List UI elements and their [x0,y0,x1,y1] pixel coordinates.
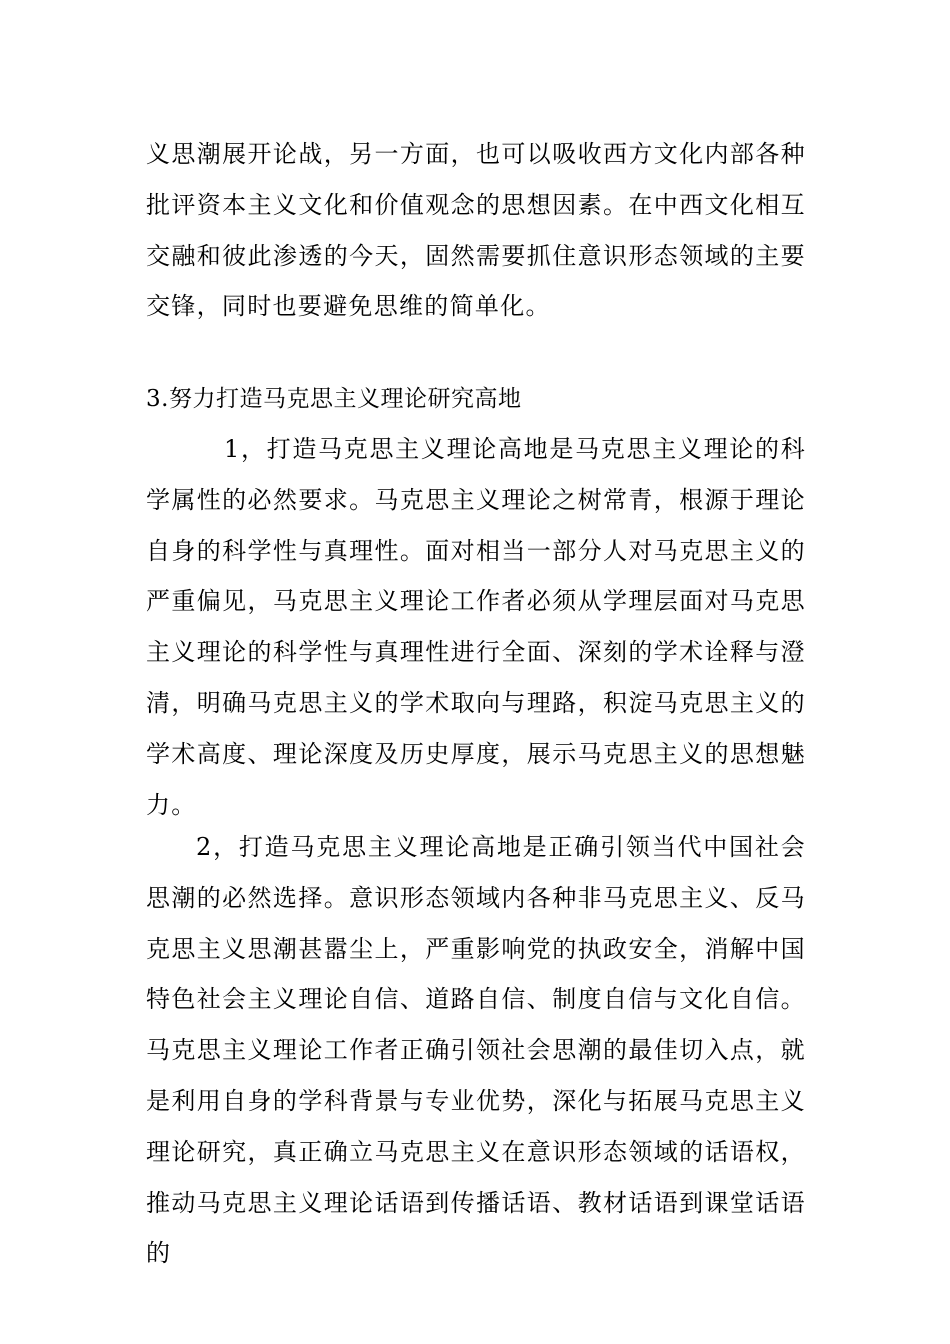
paragraph-point-1: 1，打造马克思主义理论高地是马克思主义理论的科学属性的必然要求。马克思主义理论之树常青，根源于理论自身的科学性与真理性。面对相当一部分人对马克思主义的严重偏见，马克思主义理论工作者必须从学理层面对马克思主义理论的科学性与真理性进行全面、深刻的学术诠释与澄清，明确马克思主义的学术取向与理路，积淀马克思主义的学术高度、理论深度及历史厚度，展示马克思主义的思想魅力。 [146,435,806,819]
paragraph-continuation: 义思潮展开论战，另一方面，也可以吸收西方文化内部各种批评资本主义文化和价值观念的思想因素。在中西文化相互交融和彼此渗透的今天，固然需要抓住意识形态领域的主要交锋，同时也要避免思维的简单化。 [146,140,806,321]
paragraph-point-2: 2，打造马克思主义理论高地是正确引领当代中国社会思潮的必然选择。意识形态领域内各种非马克思主义、反马克思主义思潮甚嚣尘上，严重影响党的执政安全，消解中国特色社会主义理论自信、道路自信、制度自信与文化自信。马克思主义理论工作者正确引领社会思潮的最佳切入点，就是利用自身的学科背景与专业优势，深化与拓展马克思主义理论研究，真正确立马克思主义在意识形态领域的话语权，推动马克思主义理论话语到传播话语、教材话语到课堂话语的 [146,833,806,1268]
section-heading: 3.努力打造马克思主义理论研究高地 [146,386,522,412]
